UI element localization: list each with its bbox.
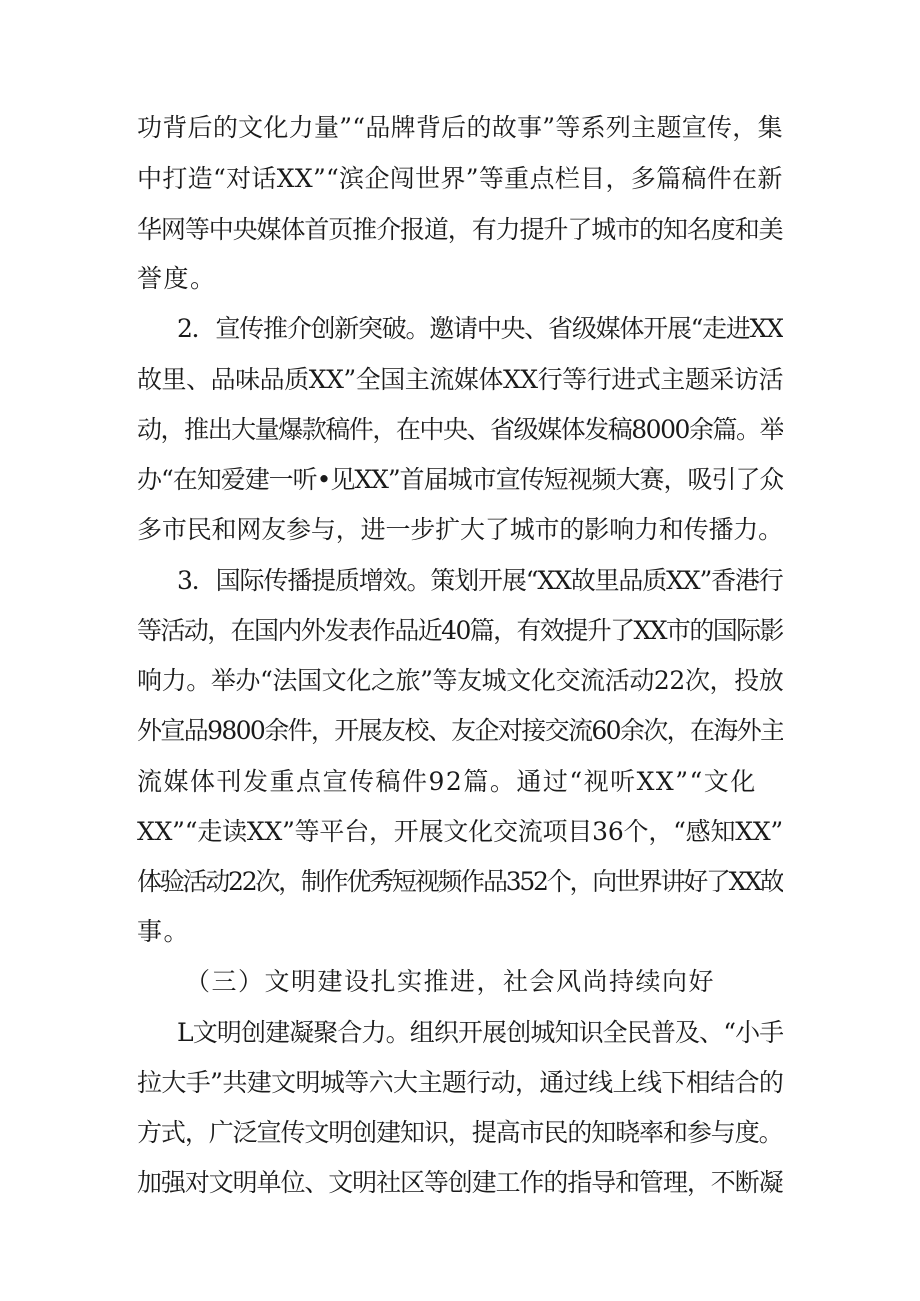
text-line: 办“在知爱建一听•见XX”首届城市宣传短视频大赛，吸引了众	[137, 465, 783, 494]
text-line: 多市民和网友参与，进一步扩大了城市的影响力和传播力。	[137, 515, 783, 544]
text-line: 华网等中央媒体首页推介报道，有力提升了城市的知名度和美	[137, 215, 783, 244]
paragraph-item-3-start: 3．国际传播提质增效。策划开展“XX故里品质XX”香港行	[177, 566, 783, 595]
text-line: 外宣品9800余件，开展友校、友企对接交流60余次，在海外主	[137, 716, 783, 745]
paragraph-item-2-start: 2．宣传推介创新突破。邀请中央、省级媒体开展“走进XX	[177, 314, 783, 343]
text-line: 故里、品味品质XX”全国主流媒体XX行等行进式主题采访活	[137, 365, 783, 394]
text-line: 誉度。	[137, 264, 217, 293]
text-line: 方式，广泛宣传文明创建知识，提高市民的知晓率和参与度。	[137, 1118, 783, 1147]
text-line: 中打造“对话XX”“滨企闯世界”等重点栏目，多篇稿件在新	[137, 164, 783, 193]
paragraph-item-1-start: L文明创建凝聚合力。组织开展创城知识全民普及、“小手	[177, 1018, 783, 1047]
text-line: 体验活动22次，制作优秀短视频作品352个，向世界讲好了XX故	[137, 867, 783, 896]
text-line: 拉大手”共建文明城等六大主题行动，通过线上线下相结合的	[137, 1068, 783, 1097]
text-line: 事。	[137, 917, 191, 946]
section-heading: （三）文明建设扎实推进，社会风尚持续向好	[185, 967, 716, 996]
text-line: 功背后的文化力量”“品牌背后的故事”等系列主题宣传，集	[137, 113, 783, 142]
text-line: 流媒体刊发重点宣传稿件92篇。通过“视听XX”“文化	[137, 767, 757, 796]
text-line: 动，推出大量爆款稿件，在中央、省级媒体发稿8000余篇。举	[137, 415, 783, 444]
text-line: 响力。举办“法国文化之旅”等友城文化交流活动22次，投放	[137, 666, 783, 695]
text-line: 加强对文明单位、文明社区等创建工作的指导和管理，不断凝	[137, 1168, 783, 1197]
text-line: XX”“走读XX”等平台，开展文化交流项目36个，“感知XX”	[137, 817, 783, 846]
text-line: 等活动，在国内外发表作品近40篇，有效提升了XX市的国际影	[137, 616, 783, 645]
